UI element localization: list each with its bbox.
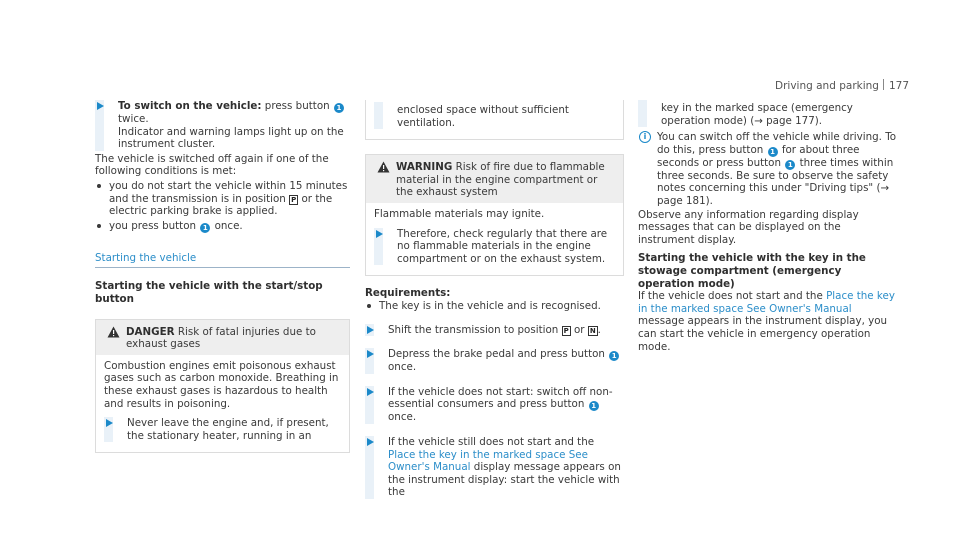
key-n-icon: N — [589, 326, 596, 335]
display-message-link[interactable]: Place the key in the marked space See Owner's Manual — [638, 290, 895, 315]
page-header — [775, 79, 909, 93]
body-paragraph: If the vehicle does not start and the Place the key in the marked space See Owner's Manual message appears in the instrument display, you can start the vehicle in emergency operation mode. — [638, 290, 895, 353]
warning-triangle-icon — [377, 161, 390, 173]
requirements-heading: Requirements: — [365, 287, 451, 300]
warning-header: WARNING Risk of fire due to flammable material in the engine compartment or the exhaust system — [366, 155, 623, 203]
list-item: The key is in the vehicle and is recognised. — [365, 300, 624, 313]
column-3 — [638, 100, 898, 353]
danger-box — [95, 319, 350, 454]
arrow-right-icon — [97, 102, 104, 110]
column-1 — [95, 100, 350, 453]
warning-body: Flammable materials may ignite. Therefore, check regularly that there are no flammable materials in the engine compartment or on the exhaust system. — [366, 203, 623, 275]
warning-triangle-icon — [107, 326, 120, 338]
header-separator — [883, 79, 884, 90]
button-1-icon: 1 — [609, 351, 619, 361]
danger-step-continued: enclosed space without sufficient ventilation. — [374, 102, 615, 129]
warning-box — [365, 154, 624, 276]
step-no-start: If the vehicle does not start: switch off non-essential consumers and press button 1 once. — [365, 386, 624, 424]
column-2 — [365, 100, 624, 511]
warning-step: Therefore, check regularly that there are no flammable materials in the engine compartment or on the exhaust system. — [374, 228, 615, 266]
arrow-right-icon — [106, 419, 113, 427]
danger-label: DANGER — [126, 325, 175, 338]
subheading: Starting the vehicle with the start/stop button — [95, 280, 323, 305]
requirements-list — [365, 300, 624, 313]
key-p-icon: P — [291, 195, 297, 204]
subheading: Starting the vehicle with the key in the stowage compartment (emergency operation mode) — [638, 252, 866, 290]
header-title: Driving and parking — [775, 80, 879, 92]
danger-header: DANGER Risk of fatal injuries due to exhaust gases — [96, 320, 349, 355]
arrow-right-icon — [367, 326, 374, 334]
danger-box-continued — [365, 100, 624, 140]
step-still-no-start: If the vehicle still does not start and the Place the key in the marked space See Owner's Manual display message appears on the instrument display: start the vehicle with the — [365, 436, 624, 499]
display-message-link[interactable]: Place the key in the marked space See Owner's Manual — [388, 448, 588, 474]
section-title: Starting the vehicle — [95, 252, 350, 269]
button-1-icon: 1 — [768, 147, 778, 157]
button-1-icon: 1 — [785, 160, 795, 170]
button-1-icon: 1 — [334, 103, 344, 113]
warning-label: WARNING — [396, 161, 453, 174]
step-continued: key in the marked space (emergency operation mode) (→ page 177). — [638, 100, 898, 127]
button-1-icon: 1 — [589, 401, 599, 411]
step-shift: Shift the transmission to position P or N . — [365, 324, 624, 337]
arrow-right-icon — [367, 350, 374, 358]
step-brake: Depress the brake pedal and press button 1 once. — [365, 348, 624, 374]
body-paragraph: Observe any information regarding display messages that can be displayed on the instrument display. — [638, 208, 859, 246]
page-number: 177 — [888, 80, 909, 92]
step-text: To switch on the vehicle: press button 1 twice. — [118, 100, 350, 126]
step-result: Indicator and warning lamps light up on the instrument cluster. — [118, 125, 344, 151]
arrow-right-icon — [376, 230, 383, 238]
list-item: you do not start the vehicle within 15 minutes and the transmission is in position P or the electric parking brake is applied. — [95, 180, 350, 218]
list-item: you press button 1 once. — [95, 220, 350, 233]
condition-list — [95, 180, 350, 233]
danger-body: Combustion engines emit poisonous exhaust gases such as carbon monoxide. Breathing in these exhaust gases is hazardous to health and results in poisoning. Never leave the engine and, if present, the stationary heater, running in an — [96, 355, 349, 453]
arrow-right-icon — [367, 438, 374, 446]
button-1-icon: 1 — [200, 223, 210, 233]
key-p-icon: P — [563, 326, 569, 335]
step-switch-on — [95, 100, 350, 151]
body-paragraph: The vehicle is switched off again if one of the following conditions is met: — [95, 152, 329, 178]
info-icon: i — [639, 131, 651, 143]
info-note: i You can switch off the vehicle while driving. To do this, press button 1 for about three seconds or press button 1 three times within three seconds. Be sure to observe the safety notes concerning this under "Driving tips" (→ page 181). — [638, 131, 898, 207]
arrow-right-icon — [367, 388, 374, 396]
danger-step: Never leave the engine and, if present, the stationary heater, running in an — [104, 417, 341, 442]
